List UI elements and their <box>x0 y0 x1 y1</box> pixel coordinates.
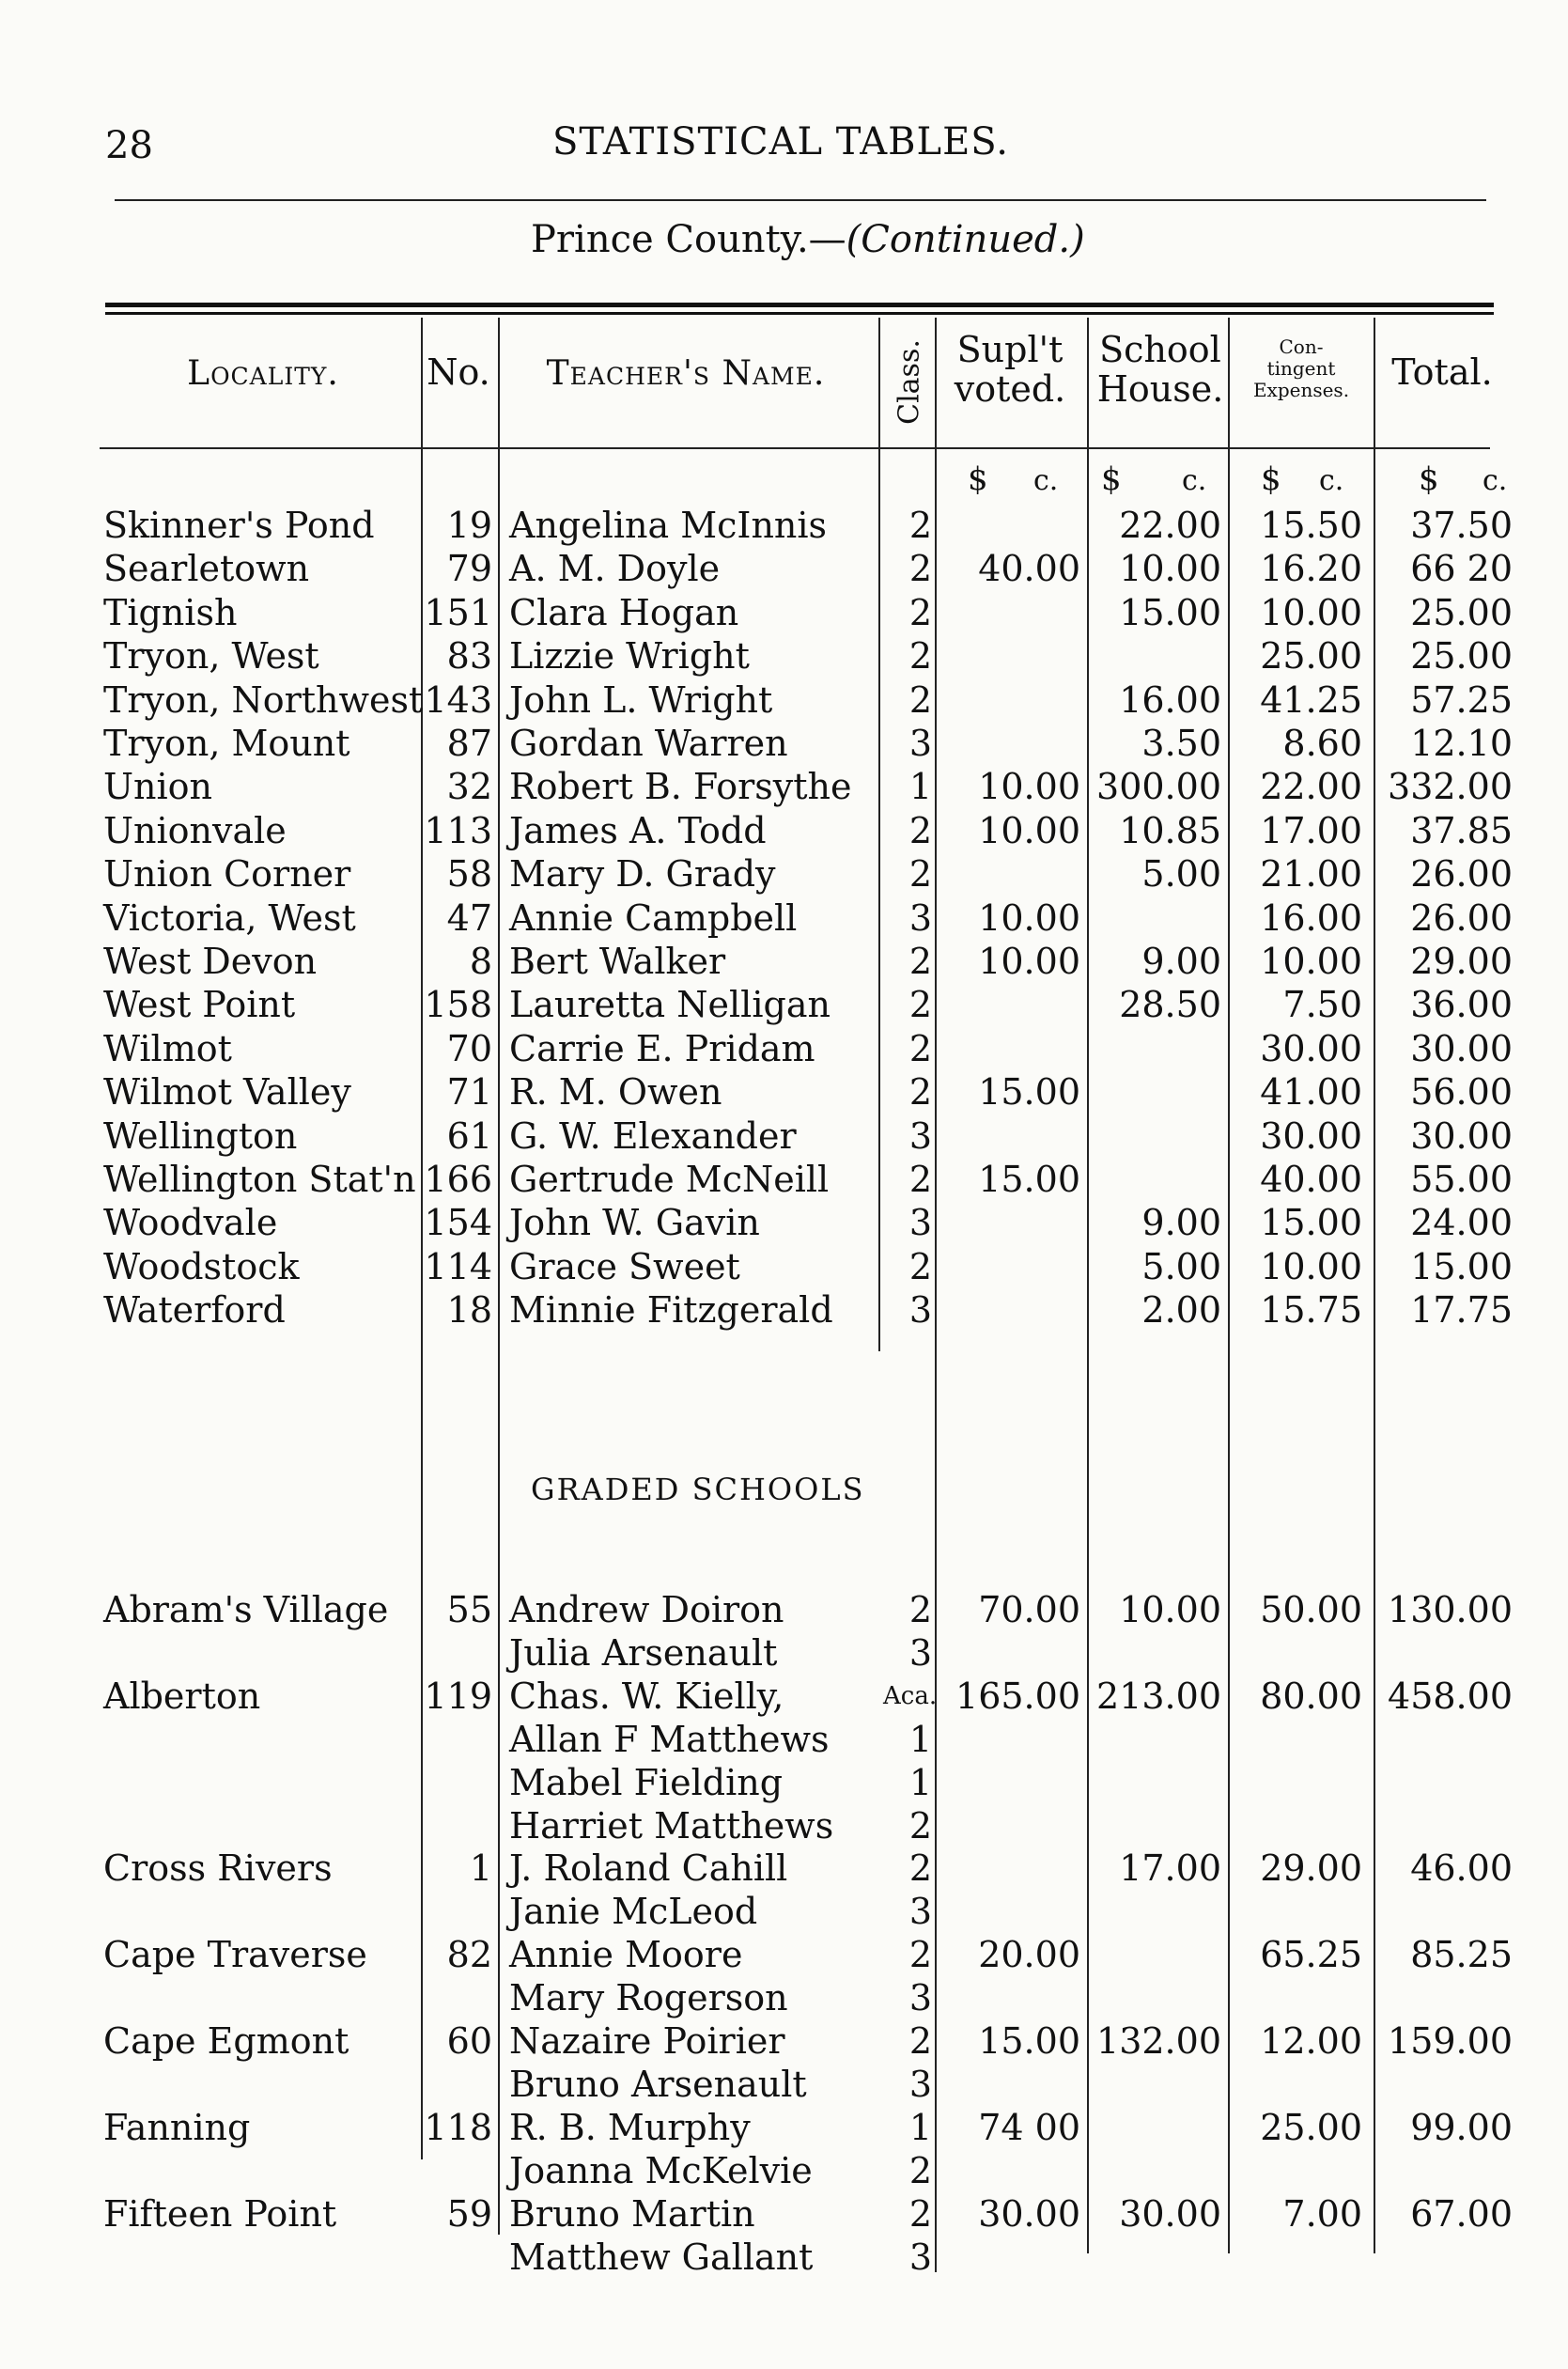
cell-no: 59 <box>446 2192 492 2235</box>
cell-class: 2 <box>908 941 932 982</box>
cell-teacher: Annie Moore <box>509 1934 743 1976</box>
cell-class: 2 <box>908 678 932 721</box>
header-suplt-voted <box>932 331 1088 410</box>
cell-contingent: 16.20 <box>1260 548 1362 590</box>
cell-total: 15.00 <box>1410 1245 1513 1287</box>
cell-no: 58 <box>446 853 492 896</box>
cell-teacher: Gordan Warren <box>509 723 788 764</box>
cell-no: 143 <box>424 678 492 721</box>
table-row <box>0 591 1568 634</box>
table-row <box>0 1890 1568 1933</box>
cell-class: Aca. <box>883 1681 938 1710</box>
cell-total: 12.10 <box>1410 723 1513 764</box>
cell-locality: Union Corner <box>103 853 351 896</box>
header-teacher: Teacher's Name. <box>546 354 826 393</box>
cell-locality: West Point <box>103 984 296 1026</box>
cell-school: 30.00 <box>1119 2192 1221 2235</box>
table-row <box>0 1070 1568 1114</box>
cell-no: 119 <box>424 1675 492 1717</box>
cell-class: 1 <box>908 766 932 808</box>
cell-no: 8 <box>469 941 492 982</box>
cell-class: 3 <box>908 1977 932 2019</box>
cell-class: 2 <box>908 1245 932 1287</box>
cell-suplt: 20.00 <box>978 1934 1080 1976</box>
cell-total: 56.00 <box>1410 1071 1513 1114</box>
header-bottom-rule <box>100 447 1490 449</box>
cell-total: 24.00 <box>1410 1202 1513 1244</box>
cell-contingent: 8.60 <box>1282 723 1362 764</box>
cell-total: 25.00 <box>1410 591 1513 633</box>
cell-class: 1 <box>908 2106 932 2148</box>
cell-no: 70 <box>446 1027 492 1069</box>
cell-no: 61 <box>446 1114 492 1157</box>
cell-total: 37.50 <box>1410 505 1513 546</box>
header-rule <box>115 199 1486 201</box>
cell-contingent: 22.00 <box>1260 766 1362 808</box>
cell-no: 79 <box>446 548 492 590</box>
cell-teacher: Bruno Martin <box>509 2192 755 2235</box>
cell-class: 3 <box>908 2063 932 2105</box>
cell-teacher: Harriet Matthews <box>509 1804 834 1847</box>
cell-no: 151 <box>424 591 492 633</box>
header-contingent <box>1226 336 1376 401</box>
table-row <box>0 983 1568 1026</box>
cell-school: 5.00 <box>1141 1245 1221 1287</box>
cell-no: 113 <box>424 809 492 851</box>
cell-teacher: Chas. W. Kielly, <box>509 1675 784 1717</box>
cell-locality: Tryon, Northwest <box>103 678 424 721</box>
table-row <box>0 2106 1568 2149</box>
cell-total: 332.00 <box>1388 766 1513 808</box>
cell-total: 458.00 <box>1388 1675 1513 1717</box>
unit-total-dollar: $ <box>1419 460 1439 498</box>
cell-locality: Tryon, West <box>103 635 319 678</box>
cell-no: 1 <box>469 1847 492 1890</box>
cell-total: 159.00 <box>1388 2020 1513 2062</box>
cell-teacher: Annie Campbell <box>509 896 798 939</box>
cell-suplt: 70.00 <box>978 1589 1080 1630</box>
cell-class: 3 <box>908 1289 932 1332</box>
cell-teacher: Bert Walker <box>509 941 726 982</box>
cell-contingent: 41.00 <box>1260 1071 1362 1114</box>
cell-teacher: Gertrude McNeill <box>509 1159 830 1200</box>
cell-total: 30.00 <box>1410 1027 1513 1069</box>
cell-locality: Tignish <box>103 591 238 633</box>
cell-class: 2 <box>908 853 932 896</box>
cell-locality: Victoria, West <box>103 896 356 939</box>
cell-locality: Cross Rivers <box>103 1847 333 1890</box>
cell-class: 2 <box>908 1159 932 1200</box>
table-row <box>0 2192 1568 2236</box>
cell-contingent: 30.00 <box>1260 1114 1362 1157</box>
table-row <box>0 2236 1568 2279</box>
cell-no: 60 <box>446 2020 492 2062</box>
cell-teacher: J. Roland Cahill <box>509 1847 788 1890</box>
cell-contingent: 15.50 <box>1260 505 1362 546</box>
cell-no: 118 <box>424 2106 492 2148</box>
cell-locality: Wellington <box>103 1114 298 1157</box>
cell-no: 47 <box>446 896 492 939</box>
cell-class: 2 <box>908 505 932 546</box>
cell-class: 3 <box>908 723 932 764</box>
cell-total: 36.00 <box>1410 984 1513 1026</box>
header-class: Class. <box>893 339 926 425</box>
table-row <box>0 1288 1568 1332</box>
cell-class: 2 <box>908 1027 932 1069</box>
cell-school: 9.00 <box>1141 941 1221 982</box>
header-total: Total. <box>1391 351 1493 393</box>
cell-class: 1 <box>908 1761 932 1803</box>
cell-no: 154 <box>424 1202 492 1244</box>
cell-class: 2 <box>908 591 932 633</box>
cell-no: 158 <box>424 984 492 1026</box>
cell-no: 19 <box>446 505 492 546</box>
cell-locality: Fifteen Point <box>103 2192 337 2235</box>
cell-class: 3 <box>908 896 932 939</box>
cell-no: 83 <box>446 635 492 678</box>
cell-contingent: 30.00 <box>1260 1027 1362 1069</box>
running-title: STATISTICAL TABLES. <box>552 120 1009 164</box>
cell-school: 10.00 <box>1119 548 1221 590</box>
cell-no: 55 <box>446 1589 492 1630</box>
table-top-rule <box>105 303 1494 307</box>
cell-no: 114 <box>424 1245 492 1287</box>
cell-contingent: 25.00 <box>1260 2106 1362 2148</box>
cell-teacher: Andrew Doiron <box>509 1589 784 1630</box>
cell-locality: Union <box>103 766 213 808</box>
cell-teacher: Bruno Arsenault <box>509 2063 807 2105</box>
cell-teacher: James A. Todd <box>509 809 767 851</box>
header-no: No. <box>427 351 490 393</box>
cell-teacher: R. B. Murphy <box>509 2106 751 2148</box>
unit-school-cents: c. <box>1182 464 1207 497</box>
cell-teacher: Mary D. Grady <box>509 853 776 896</box>
cell-teacher: Angelina McInnis <box>509 505 828 546</box>
table-top-rule-inner <box>105 312 1494 315</box>
cell-locality: Woodstock <box>103 1245 300 1287</box>
cell-teacher: Minnie Fitzgerald <box>509 1289 833 1332</box>
cell-contingent: 65.25 <box>1260 1934 1362 1976</box>
cell-teacher: A. M. Doyle <box>509 548 721 590</box>
table-row <box>0 2019 1568 2063</box>
cell-contingent: 7.50 <box>1282 984 1362 1026</box>
cell-teacher: Mabel Fielding <box>509 1761 784 1803</box>
cell-total: 29.00 <box>1410 941 1513 982</box>
cell-contingent: 25.00 <box>1260 635 1362 678</box>
cell-class: 2 <box>908 548 932 590</box>
cell-locality: Searletown <box>103 548 310 590</box>
table-row <box>0 1976 1568 2019</box>
cell-total: 30.00 <box>1410 1114 1513 1157</box>
cell-no: 18 <box>446 1289 492 1332</box>
cell-total: 130.00 <box>1388 1589 1513 1630</box>
cell-teacher: Grace Sweet <box>509 1245 740 1287</box>
cell-class: 2 <box>908 2192 932 2235</box>
cell-suplt: 15.00 <box>978 2020 1080 2062</box>
cell-locality: Fanning <box>103 2106 251 2148</box>
table-row <box>0 1933 1568 1976</box>
cell-class: 2 <box>908 635 932 678</box>
cell-contingent: 10.00 <box>1260 591 1362 633</box>
header-locality: Locality. <box>187 354 339 393</box>
cell-contingent: 15.75 <box>1260 1289 1362 1332</box>
table-row <box>0 1847 1568 1890</box>
cell-no: 166 <box>424 1159 492 1200</box>
table-row <box>0 2063 1568 2106</box>
cell-total: 66 20 <box>1410 548 1513 590</box>
cell-class: 3 <box>908 1202 932 1244</box>
cell-locality: Alberton <box>103 1675 261 1717</box>
header-school-line2: House. <box>1096 367 1224 410</box>
cell-school: 213.00 <box>1096 1675 1221 1717</box>
cell-contingent: 7.00 <box>1282 2192 1362 2235</box>
cell-locality: West Devon <box>103 941 318 982</box>
cell-total: 99.00 <box>1410 2106 1513 2148</box>
cell-suplt: 10.00 <box>978 809 1080 851</box>
header-suplt-line2: voted. <box>954 367 1066 410</box>
table-row <box>0 1201 1568 1244</box>
cell-no: 32 <box>446 766 492 808</box>
cell-teacher: Carrie E. Pridam <box>509 1027 815 1069</box>
table-row <box>0 1245 1568 1288</box>
cell-locality: Wellington Stat'n <box>103 1159 416 1200</box>
cell-teacher: Julia Arsenault <box>509 1631 778 1674</box>
table-row <box>0 1027 1568 1070</box>
cell-school: 10.00 <box>1119 1589 1221 1630</box>
cell-contingent: 17.00 <box>1260 809 1362 851</box>
cell-class: 2 <box>908 1847 932 1890</box>
cell-school: 3.50 <box>1141 723 1221 764</box>
cell-teacher: Mary Rogerson <box>509 1977 788 2019</box>
cell-teacher: Lizzie Wright <box>509 635 750 678</box>
cell-total: 67.00 <box>1410 2192 1513 2235</box>
cell-class: 2 <box>908 984 932 1026</box>
table-row <box>0 1631 1568 1675</box>
cell-contingent: 15.00 <box>1260 1202 1362 1244</box>
cell-suplt: 165.00 <box>955 1675 1080 1717</box>
header-contingent-line3: Expenses. <box>1252 379 1350 401</box>
cell-teacher: G. W. Elexander <box>509 1114 797 1157</box>
cell-contingent: 29.00 <box>1260 1847 1362 1890</box>
cell-contingent: 12.00 <box>1260 2020 1362 2062</box>
cell-contingent: 10.00 <box>1260 941 1362 982</box>
page-number: 28 <box>105 124 153 167</box>
table-row <box>0 1158 1568 1201</box>
cell-suplt: 10.00 <box>978 896 1080 939</box>
table-row <box>0 504 1568 547</box>
cell-teacher: Matthew Gallant <box>509 2236 814 2278</box>
cell-class: 2 <box>908 2149 932 2191</box>
cell-contingent: 41.25 <box>1260 678 1362 721</box>
unit-contingent-cents: c. <box>1319 464 1344 497</box>
cell-teacher: Joanna McKelvie <box>509 2149 813 2191</box>
cell-total: 25.00 <box>1410 635 1513 678</box>
cell-class: 3 <box>908 1891 932 1933</box>
cell-teacher: John W. Gavin <box>509 1202 760 1244</box>
cell-class: 2 <box>908 809 932 851</box>
cell-school: 132.00 <box>1096 2020 1221 2062</box>
cell-total: 17.75 <box>1410 1289 1513 1332</box>
cell-school: 9.00 <box>1141 1202 1221 1244</box>
cell-no: 87 <box>446 723 492 764</box>
cell-suplt: 15.00 <box>978 1071 1080 1114</box>
cell-locality: Woodvale <box>103 1202 278 1244</box>
unit-total-cents: c. <box>1483 464 1508 497</box>
cell-suplt: 30.00 <box>978 2192 1080 2235</box>
cell-class: 2 <box>908 1934 932 1976</box>
table-row <box>0 1114 1568 1158</box>
header-school-line1: School <box>1099 329 1221 370</box>
cell-total: 85.25 <box>1410 1934 1513 1976</box>
cell-class: 2 <box>908 1071 932 1114</box>
cell-no: 71 <box>446 1071 492 1114</box>
cell-locality: Skinner's Pond <box>103 505 375 546</box>
table-row <box>0 634 1568 678</box>
cell-class: 2 <box>908 2020 932 2062</box>
cell-no: 82 <box>446 1934 492 1976</box>
cell-contingent: 50.00 <box>1260 1589 1362 1630</box>
unit-school-dollar: $ <box>1101 460 1122 498</box>
graded-schools-title: GRADED SCHOOLS <box>531 1472 865 1507</box>
county-name: Prince County.— <box>531 218 846 261</box>
unit-contingent-dollar: $ <box>1261 460 1281 498</box>
cell-school: 5.00 <box>1141 853 1221 896</box>
table-row <box>0 765 1568 808</box>
table-row <box>0 940 1568 983</box>
cell-contingent: 21.00 <box>1260 853 1362 896</box>
cell-suplt: 10.00 <box>978 941 1080 982</box>
cell-contingent: 10.00 <box>1260 1245 1362 1287</box>
cell-suplt: 40.00 <box>978 548 1080 590</box>
unit-suplt-cents: c. <box>1033 464 1059 497</box>
cell-total: 55.00 <box>1410 1159 1513 1200</box>
cell-locality: Unionvale <box>103 809 287 851</box>
cell-locality: Wilmot Valley <box>103 1071 351 1114</box>
cell-total: 46.00 <box>1410 1847 1513 1890</box>
table-row <box>0 809 1568 852</box>
table-row <box>0 1675 1568 1718</box>
cell-teacher: Lauretta Nelligan <box>509 984 831 1026</box>
table-row <box>0 722 1568 765</box>
header-contingent-line2: tingent <box>1266 357 1336 380</box>
cell-teacher: Clara Hogan <box>509 591 739 633</box>
cell-locality: Cape Traverse <box>103 1934 367 1976</box>
cell-class: 3 <box>908 2236 932 2278</box>
cell-contingent: 80.00 <box>1260 1675 1362 1717</box>
cell-suplt: 15.00 <box>978 1159 1080 1200</box>
cell-school: 17.00 <box>1119 1847 1221 1890</box>
header-contingent-line1: Con- <box>1279 335 1324 358</box>
cell-teacher: John L. Wright <box>509 678 773 721</box>
continued-label: (Continued.) <box>846 218 1085 261</box>
cell-suplt: 74 00 <box>978 2106 1080 2148</box>
cell-total: 26.00 <box>1410 896 1513 939</box>
header-school-house <box>1090 331 1231 410</box>
cell-school: 16.00 <box>1119 678 1221 721</box>
cell-teacher: Janie McLeod <box>509 1891 758 1933</box>
cell-teacher: Allan F Matthews <box>509 1718 830 1760</box>
cell-locality: Waterford <box>103 1289 286 1332</box>
table-row <box>0 678 1568 722</box>
table-row <box>0 1718 1568 1761</box>
cell-locality: Wilmot <box>103 1027 232 1069</box>
cell-teacher: Nazaire Poirier <box>509 2020 785 2062</box>
cell-school: 28.50 <box>1119 984 1221 1026</box>
cell-contingent: 16.00 <box>1260 896 1362 939</box>
cell-total: 57.25 <box>1410 678 1513 721</box>
cell-school: 2.00 <box>1141 1289 1221 1332</box>
cell-contingent: 40.00 <box>1260 1159 1362 1200</box>
cell-class: 3 <box>908 1631 932 1674</box>
cell-total: 26.00 <box>1410 853 1513 896</box>
cell-locality: Tryon, Mount <box>103 723 350 764</box>
cell-class: 2 <box>908 1589 932 1630</box>
cell-suplt: 10.00 <box>978 766 1080 808</box>
table-row <box>0 1588 1568 1631</box>
cell-locality: Abram's Village <box>103 1589 389 1630</box>
unit-suplt-dollar: $ <box>968 460 988 498</box>
header-suplt-line1: Supl't <box>956 329 1063 370</box>
table-row <box>0 547 1568 590</box>
cell-school: 10.85 <box>1119 809 1221 851</box>
cell-school: 15.00 <box>1119 591 1221 633</box>
county-title <box>531 218 1085 261</box>
table-row <box>0 896 1568 940</box>
cell-school: 300.00 <box>1096 766 1221 808</box>
cell-locality: Cape Egmont <box>103 2020 349 2062</box>
cell-class: 2 <box>908 1804 932 1847</box>
table-row <box>0 852 1568 896</box>
cell-school: 22.00 <box>1119 505 1221 546</box>
cell-class: 1 <box>908 1718 932 1760</box>
table-row <box>0 2149 1568 2192</box>
cell-teacher: Robert B. Forsythe <box>509 766 852 808</box>
cell-class: 3 <box>908 1114 932 1157</box>
cell-total: 37.85 <box>1410 809 1513 851</box>
cell-teacher: R. M. Owen <box>509 1071 722 1114</box>
table-row <box>0 1804 1568 1847</box>
table-row <box>0 1761 1568 1804</box>
